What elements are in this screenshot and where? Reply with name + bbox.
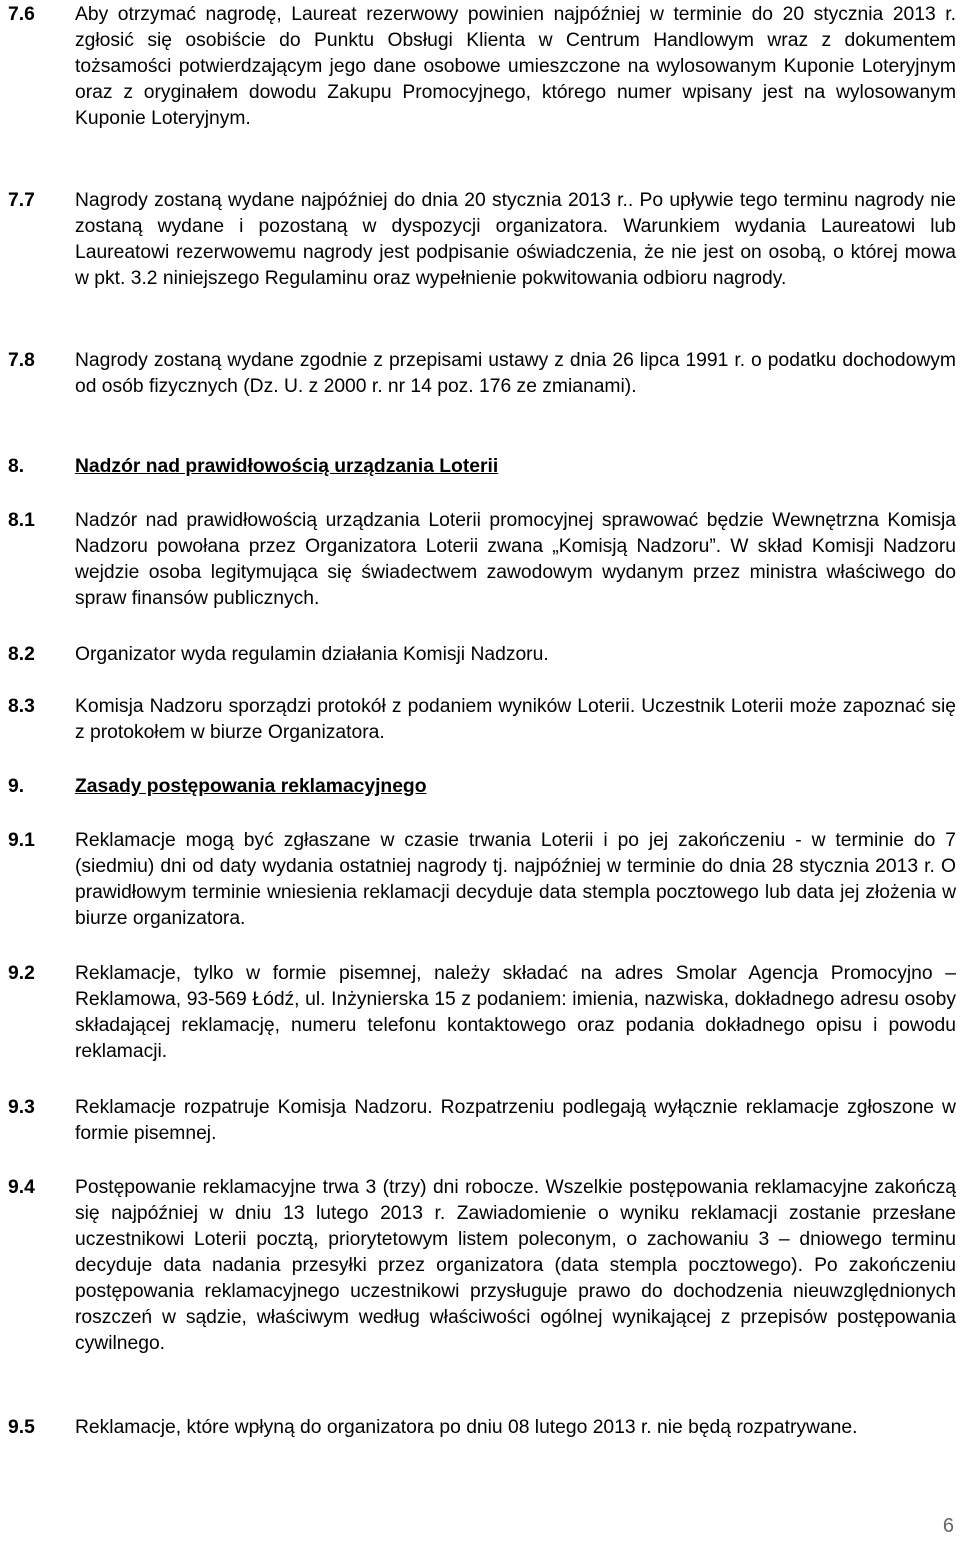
section-number: 9.3 [8,1097,35,1118]
section-number: 7.7 [8,190,35,211]
section-text: Nadzór nad prawidłowością urządzania Loterii promocyjnej sprawować będzie Wewnętrzna Komisja Nadzoru powołana przez Organizatora Loterii zwana „Komisją Nadzoru”. W skład Komisji Nadzoru wejdzie osoba legitymująca się świadectwem zawodowym wydanym przez ministra właściwego do spraw finansów publicznych. [75,510,956,609]
section-9-1 [8,828,956,932]
section-8-1 [8,508,956,612]
section-text: Postępowanie reklamacyjne trwa 3 (trzy) dni robocze. Wszelkie postępowania reklamacyjne zakończą się najpóźniej w dniu 13 lutego 2013 r. Zawiadomienie o wyniku reklamacji zostanie przesłane uczestnikowi Loterii pocztą, priorytetowym listem poleconym, o zachowaniu 3 – dniowego terminu decyduje data nadania przesyłki przez organizatora (data stempla pocztowego). Po zakończeniu postępowania reklamacyjnego uczestnikowi przysługuje prawo do dochodzenia nieuwzględnionych roszczeń w sądzie, właściwym według właściwości ogólnej wynikającej z przepisów postępowania cywilnego. [75,1177,956,1354]
section-text: Reklamacje, tylko w formie pisemnej, należy składać na adres Smolar Agencja Promocyjno – Reklamowa, 93-569 Łódź, ul. Inżynierska 15 z podaniem: imienia, nazwiska, dokładnego adresu osoby składającej reklamację, numeru telefonu kontaktowego oraz podania dokładnego opisu i powodu reklamacji. [75,963,956,1062]
section-number: 9. [8,776,25,797]
section-text: Organizator wyda regulamin działania Komisji Nadzoru. [75,644,549,665]
section-text: Reklamacje rozpatruje Komisja Nadzoru. Rozpatrzeniu podlegają wyłącznie reklamacje zgłoszone w formie pisemnej. [75,1097,956,1144]
section-text: Reklamacje, które wpłyną do organizatora po dniu 08 lutego 2013 r. nie będą rozpatrywane. [75,1417,858,1438]
section-8-3 [8,694,956,746]
section-number: 8.2 [8,644,35,665]
section-heading: Zasady postępowania reklamacyjnego [75,776,427,797]
section-number: 8. [8,456,25,477]
section-number: 9.5 [8,1417,35,1438]
section-7-6 [8,2,956,132]
section-text: Nagrody zostaną wydane najpóźniej do dnia 20 stycznia 2013 r.. Po upływie tego terminu nagrody nie zostaną wydane i pozostaną w dyspozycji organizatora. Warunkiem wydania Laureatowi lub Laureatowi rezerwowemu nagrody jest podpisanie oświadczenia, że nie jest on osobą, o której mowa w pkt. 3.2 niniejszego Regulaminu oraz wypełnienie pokwitowania odbioru nagrody. [75,190,956,289]
section-number: 7.8 [8,350,35,371]
section-8-2 [8,642,956,668]
section-9-5 [8,1415,956,1441]
section-7-7 [8,188,956,292]
section-9-heading [8,774,956,800]
section-heading: Nadzór nad prawidłowością urządzania Loterii [75,456,499,477]
section-number: 8.1 [8,510,35,531]
section-text: Komisja Nadzoru sporządzi protokół z podaniem wyników Loterii. Uczestnik Loterii może zapoznać się z protokołem w biurze Organizatora. [75,696,956,743]
section-9-4 [8,1175,956,1357]
section-number: 9.1 [8,830,35,851]
section-8-heading [8,454,956,480]
section-9-3 [8,1095,956,1147]
section-number: 9.4 [8,1177,35,1198]
section-number: 7.6 [8,4,35,25]
section-number: 9.2 [8,963,35,984]
page-number: 6 [942,1515,954,1537]
section-number: 8.3 [8,696,35,717]
section-9-2 [8,961,956,1065]
section-text: Nagrody zostaną wydane zgodnie z przepisami ustawy z dnia 26 lipca 1991 r. o podatku dochodowym od osób fizycznych (Dz. U. z 2000 r. nr 14 poz. 176 ze zmianami). [75,350,956,397]
section-text: Reklamacje mogą być zgłaszane w czasie trwania Loterii i po jej zakończeniu - w terminie do 7 (siedmiu) dni od daty wydania ostatniej nagrody tj. najpóźniej w terminie do dnia 28 stycznia 2013 r. O prawidłowym terminie wniesienia reklamacji decyduje data stempla pocztowego lub data jej złożenia w biurze organizatora. [75,830,956,929]
section-text: Aby otrzymać nagrodę, Laureat rezerwowy powinien najpóźniej w terminie do 20 stycznia 2013 r. zgłosić się osobiście do Punktu Obsługi Klienta w Centrum Handlowym wraz z dokumentem tożsamości potwierdzającym jego dane osobowe umieszczone na wylosowanym Kuponie Loteryjnym oraz z oryginałem dowodu Zakupu Promocyjnego, którego numer wpisany jest na wylosowanym Kuponie Loteryjnym. [75,4,956,129]
section-7-8 [8,348,956,400]
